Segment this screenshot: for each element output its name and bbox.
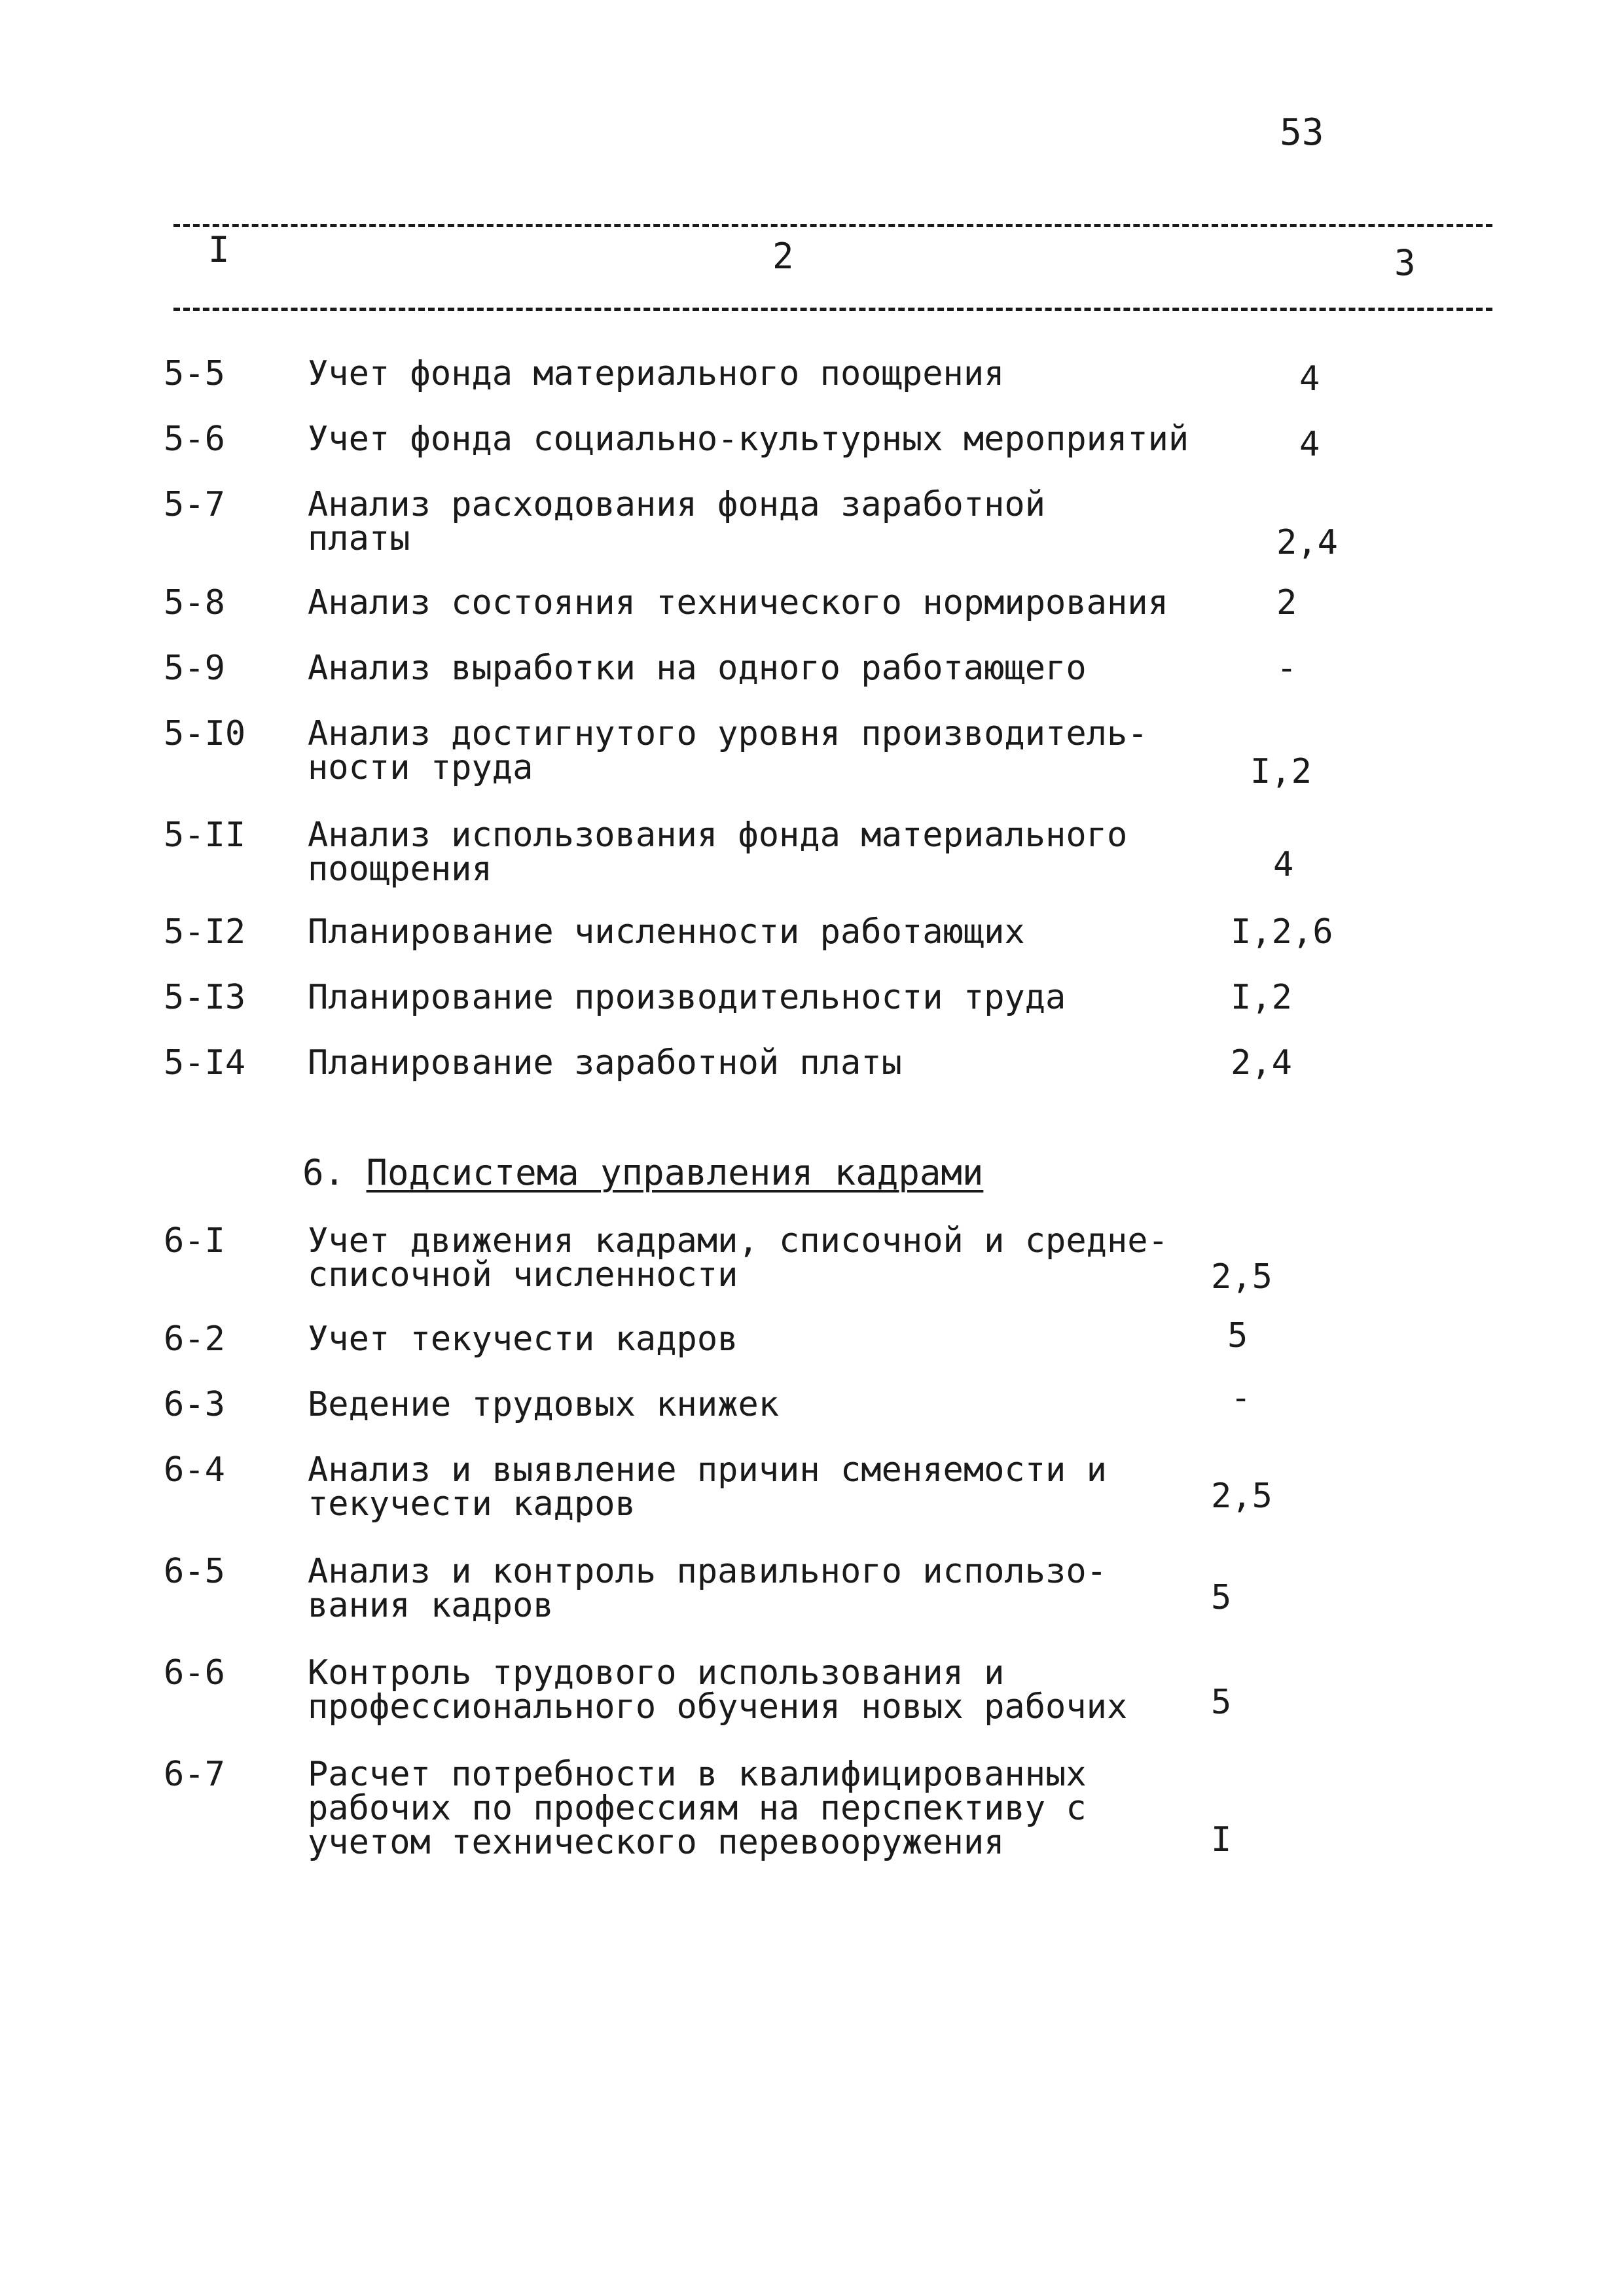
row-code: 5: [1211, 1683, 1232, 1722]
row-number: 5-8: [164, 583, 225, 622]
row-code: 5: [1211, 1578, 1232, 1617]
section-heading: [302, 1152, 983, 1193]
column-header-3: 3: [1394, 242, 1416, 283]
row-description: Анализ расходования фонда заработной платы: [308, 485, 1046, 558]
row-number: 5-9: [164, 649, 225, 688]
row-number: 5-6: [164, 420, 225, 459]
row-code: 4: [1273, 845, 1294, 884]
row-code: 2,5: [1211, 1257, 1272, 1297]
row-number: 5-I4: [164, 1043, 246, 1083]
row-code: -: [1276, 649, 1297, 688]
row-description: Анализ и выявление причин сменяемости и текучести кадров: [308, 1450, 1107, 1524]
row-description: Анализ и контроль правильного использо- вания кадров: [308, 1552, 1107, 1625]
section-title: Подсистема управления кадрами: [366, 1152, 984, 1193]
row-number: 6-3: [164, 1385, 225, 1424]
row-number: 6-6: [164, 1653, 225, 1693]
row-number: 6-I: [164, 1221, 225, 1261]
row-description: Расчет потребности в квалифицированных рабочих по профессиям на перспективу с учетом технического перевооружения: [308, 1755, 1087, 1862]
row-code: 4: [1299, 425, 1320, 464]
row-number: 5-7: [164, 485, 225, 524]
row-code: I,2: [1231, 978, 1292, 1017]
row-number: 5-I2: [164, 912, 246, 952]
row-description: Планирование заработной платы: [308, 1043, 902, 1083]
row-description: Учет движения кадрами, списочной и средне- списочной численности: [308, 1221, 1168, 1295]
row-description: Ведение трудовых книжек: [308, 1385, 780, 1424]
row-description: Учет фонда социально-культурных мероприятий: [308, 420, 1189, 459]
row-number: 6-7: [164, 1755, 225, 1794]
row-description: Анализ состояния технического нормирования: [308, 583, 1168, 622]
row-code: I: [1211, 1820, 1232, 1859]
page-number: 53: [1280, 111, 1324, 154]
row-code: 2,4: [1231, 1043, 1292, 1083]
row-description: Контроль трудового использования и профессионального обучения новых рабочих: [308, 1653, 1128, 1727]
row-code: 2: [1276, 583, 1297, 622]
table-rule-bottom: [173, 308, 1492, 311]
row-description: Планирование производительности труда: [308, 978, 1066, 1017]
row-description: Учет фонда материального поощрения: [308, 354, 1005, 393]
row-description: Анализ выработки на одного работающего: [308, 649, 1087, 688]
row-number: 5-II: [164, 816, 246, 855]
row-code: 4: [1299, 359, 1320, 399]
row-number: 6-2: [164, 1319, 225, 1359]
column-header-1: I: [208, 229, 230, 270]
column-header-2: 2: [772, 236, 794, 277]
section-number: 6.: [302, 1152, 346, 1193]
table-rule-top: [173, 224, 1492, 227]
row-number: 6-5: [164, 1552, 225, 1591]
row-description: Анализ достигнутого уровня производитель- ности труда: [308, 714, 1148, 787]
row-number: 5-I3: [164, 978, 246, 1017]
row-code: 5: [1227, 1316, 1248, 1355]
row-code: I,2: [1250, 752, 1312, 791]
row-code: 2,4: [1276, 523, 1338, 562]
row-number: 5-5: [164, 354, 225, 393]
row-code: I,2,6: [1231, 912, 1333, 952]
row-number: 5-I0: [164, 714, 246, 753]
row-description: Учет текучести кадров: [308, 1319, 738, 1359]
row-code: 2,5: [1211, 1477, 1272, 1516]
row-code: -: [1231, 1378, 1252, 1418]
row-description: Анализ использования фонда материального поощрения: [308, 816, 1128, 889]
row-number: 6-4: [164, 1450, 225, 1490]
row-description: Планирование численности работающих: [308, 912, 1025, 952]
